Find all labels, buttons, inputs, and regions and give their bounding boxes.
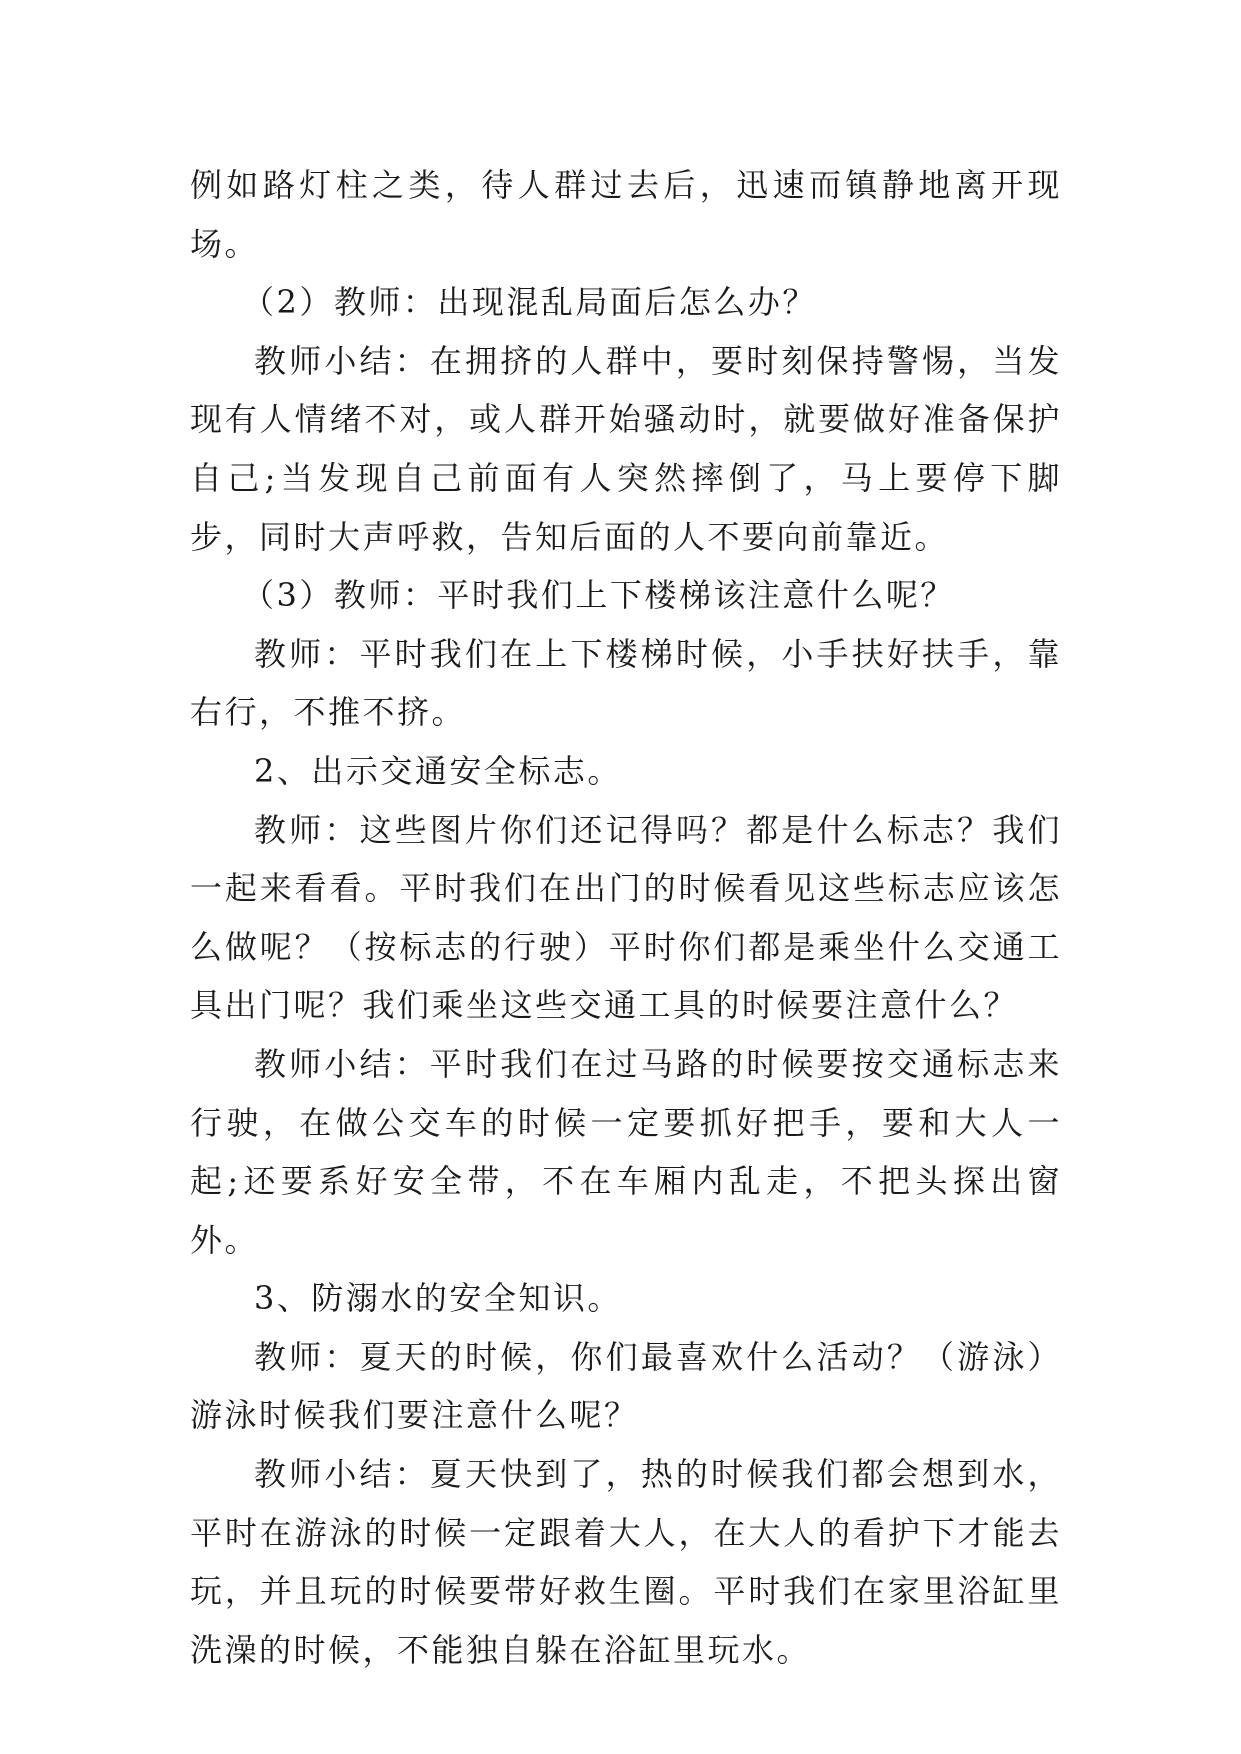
paragraph-heading-drowning: 3、防溺水的安全知识。 (254, 1279, 622, 1318)
paragraph-swimming-question: 教师：夏天的时候，你们最喜欢什么活动？（游泳）游泳时候我们要注意什么呢？ (190, 1337, 1062, 1435)
paragraph-traffic-signs: 教师：这些图片你们还记得吗？都是什么标志？我们一起来看看。平时我们在出门的时候看见这些标志应该怎么做呢？（按标志的行驶）平时你们都是乘坐什么交通工具出门呢？我们乘坐这些交通工具的时候要注意什么？ (190, 810, 1062, 1025)
paragraph-stairs: 教师：平时我们在上下楼梯时候，小手扶好扶手，靠右行，不推不挤。 (190, 634, 1062, 732)
paragraph-question-3: （3）教师：平时我们上下楼梯该注意什么呢？ (242, 576, 955, 615)
paragraph-summary-traffic: 教师小结：平时我们在过马路的时候要按交通标志来行驶，在做公交车的时候一定要抓好把手，要和大人一起;还要系好安全带，不在车厢内乱走，不把头探出窗外。 (190, 1044, 1062, 1259)
paragraph-summary-swimming: 教师小结：夏天快到了，热的时候我们都会想到水，平时在游泳的时候一定跟着大人，在大人的看护下才能去玩，并且玩的时候要带好救生圈。平时我们在家里浴缸里洗澡的时候，不能独自躲在浴缸里玩水。 (190, 1455, 1062, 1669)
paragraph-question-2: （2）教师：出现混乱局面后怎么办？ (242, 283, 817, 322)
paragraph-continuation: 例如路灯柱之类，待人群过去后，迅速而镇静地离开现场。 (190, 166, 1062, 263)
paragraph-summary-crowd: 教师小结：在拥挤的人群中，要时刻保持警惕，当发现有人情绪不对，或人群开始骚动时，就要做好准备保护自己;当发现自己前面有人突然摔倒了，马上要停下脚步，同时大声呼救，告知后面的人不要向前靠近。 (190, 341, 1062, 556)
paragraph-heading-traffic: 2、出示交通安全标志。 (254, 751, 622, 790)
document-body (190, 156, 1062, 1679)
